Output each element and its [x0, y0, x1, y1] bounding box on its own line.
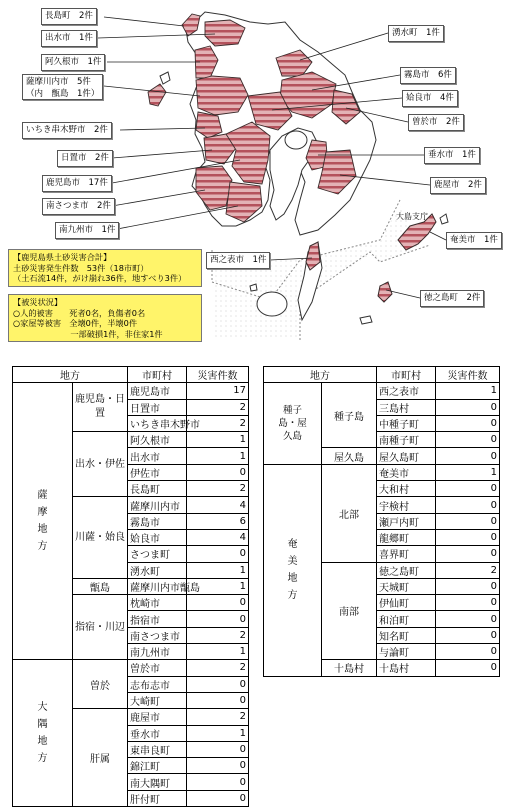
city-cell: 阿久根市: [128, 432, 187, 448]
count-cell: 0: [187, 676, 249, 692]
count-cell: 0: [436, 578, 500, 594]
count-cell: 1: [187, 578, 249, 594]
count-cell: 4: [187, 529, 249, 545]
table-header: [13, 367, 249, 383]
count-cell: 1: [187, 432, 249, 448]
chiho-osumi: 大隅地方: [13, 660, 73, 807]
city-cell: 鹿児島市: [128, 383, 187, 399]
header-chiho: 地方: [264, 367, 377, 383]
count-cell: 0: [436, 497, 500, 513]
callout-kirishima: 霧島市 6件: [400, 67, 456, 84]
damage-line: ○家屋等被害 全壊0件，半壊0件: [13, 318, 138, 329]
count-cell: 0: [187, 595, 249, 611]
count-cell: 0: [436, 432, 500, 448]
count-cell: 0: [187, 546, 249, 562]
count-cell: 0: [436, 660, 500, 676]
table-satsuma-osumi: [12, 366, 249, 807]
group-toshima: 十島村: [322, 660, 377, 676]
group-soo: 曽於: [73, 660, 128, 709]
count-cell: 0: [187, 611, 249, 627]
callout-kanoya: 鹿屋市 2件: [430, 177, 486, 194]
group-yakushima: 屋久島: [322, 448, 377, 464]
city-cell: 志布志市: [128, 676, 187, 692]
sakurajima: [285, 131, 307, 149]
group-nanbu: 南部: [322, 562, 377, 660]
count-cell: 0: [436, 415, 500, 431]
city-cell: 知名町: [377, 627, 436, 643]
city-cell: 垂水市: [128, 725, 187, 741]
island-kikai: [440, 214, 448, 224]
callout-tarumizu: 垂水市 1件: [424, 147, 480, 164]
city-cell: 伊佐市: [128, 464, 187, 480]
area-minamisatsuma: [196, 166, 232, 210]
count-cell: 0: [436, 627, 500, 643]
callout-akune: 阿久根市 1件: [41, 54, 105, 71]
city-cell: 枕崎市: [128, 595, 187, 611]
callout-kagoshima: 鹿児島市 17件: [42, 175, 112, 192]
city-cell: 南九州市: [128, 644, 187, 660]
city-cell: 日置市: [128, 399, 187, 415]
city-cell: 薩摩川内市甑島: [128, 578, 187, 594]
city-cell: 十島村: [377, 660, 436, 676]
callout-minamisatsuma: 南さつま市 2件: [42, 198, 115, 215]
count-cell: 0: [187, 758, 249, 774]
city-cell: 大崎町: [128, 692, 187, 708]
summary-line: 【鹿児島県土砂災害合計】: [13, 252, 112, 262]
city-cell: 龍郷町: [377, 529, 436, 545]
callout-soo: 曽於市 2件: [408, 114, 464, 131]
callout-satsumasendai: 薩摩川内市 5件 （内 甑島 1件）: [22, 74, 103, 100]
callout-yusui: 湧水町 1件: [388, 25, 444, 42]
group-tanegashima: 種子島: [322, 383, 377, 448]
table-islands: [263, 366, 500, 677]
city-cell: 大和村: [377, 481, 436, 497]
count-cell: 0: [187, 774, 249, 790]
count-cell: 2: [187, 481, 249, 497]
count-cell: 6: [187, 513, 249, 529]
city-cell: 屋久島町: [377, 448, 436, 464]
damage-box: [8, 294, 202, 342]
count-cell: 0: [187, 464, 249, 480]
count-cell: 2: [187, 709, 249, 725]
count-cell: 0: [436, 595, 500, 611]
count-cell: 0: [187, 790, 249, 806]
count-cell: 2: [187, 627, 249, 643]
callout-ichikikushikino: いちき串木野市 2件: [22, 122, 112, 139]
count-cell: 2: [187, 660, 249, 676]
city-cell: 錦江町: [128, 758, 187, 774]
city-cell: 西之表市: [377, 383, 436, 399]
group-sensatsu-aira: 川薩・始良: [73, 497, 128, 578]
city-cell: 曽於市: [128, 660, 187, 676]
city-cell: 南さつま市: [128, 627, 187, 643]
callout-amami: 奄美市 1件: [446, 232, 502, 249]
count-cell: 0: [436, 529, 500, 545]
city-cell: 伊仙町: [377, 595, 436, 611]
city-cell: 南種子町: [377, 432, 436, 448]
city-cell: さつま町: [128, 546, 187, 562]
summary-line: 土砂災害発生件数 53件（18市町）: [13, 262, 149, 273]
count-cell: 2: [187, 415, 249, 431]
area-koshikijima: [148, 84, 166, 106]
count-cell: 1: [187, 562, 249, 578]
island-label-oshima: 大島支庁: [396, 212, 428, 221]
callout-nagashima: 長島町 2件: [41, 8, 97, 25]
callout-aira: 姶良市 4件: [402, 90, 458, 107]
city-cell: 南大隅町: [128, 774, 187, 790]
city-cell: 霧島市: [128, 513, 187, 529]
count-cell: 2: [187, 399, 249, 415]
chiho-satsuma: 薩摩地方: [13, 383, 73, 660]
damage-line: 【被災状況】: [13, 297, 63, 307]
callout-izumi: 出水市 1件: [41, 30, 97, 47]
group-kimotsuki: 肝属: [73, 709, 128, 807]
header-chiho: 地方: [13, 367, 128, 383]
island-okinoerabu: [360, 316, 372, 324]
city-cell: 喜界町: [377, 546, 436, 562]
city-cell: 三島村: [377, 399, 436, 415]
map-area: [0, 0, 508, 355]
group-hokubu: 北部: [322, 464, 377, 562]
count-cell: 0: [436, 513, 500, 529]
city-cell: 東串良町: [128, 741, 187, 757]
count-cell: 1: [436, 383, 500, 399]
callout-hioki: 日置市 2件: [57, 150, 113, 167]
table-row: [13, 383, 249, 399]
group-koshikijima: 甑島: [73, 578, 128, 594]
count-cell: 0: [187, 692, 249, 708]
header-count: 災害件数: [187, 367, 249, 383]
city-cell: いちき串木野市: [128, 415, 187, 431]
city-cell: 与論町: [377, 644, 436, 660]
city-cell: 長島町: [128, 481, 187, 497]
table-row: [264, 383, 500, 399]
header-count: 災害件数: [436, 367, 500, 383]
callout-tokunoshima: 徳之島町 2件: [420, 290, 484, 307]
city-cell: 肝付町: [128, 790, 187, 806]
callout-minamikyushu: 南九州市 1件: [55, 222, 119, 239]
table-row: [264, 464, 500, 480]
table-row: [13, 660, 249, 676]
city-cell: 徳之島町: [377, 562, 436, 578]
damage-line: 一部破損1件，非住家1件: [13, 328, 163, 339]
city-cell: 中種子町: [377, 415, 436, 431]
count-cell: 1: [436, 464, 500, 480]
count-cell: 1: [187, 448, 249, 464]
count-cell: 1: [187, 725, 249, 741]
city-cell: 和泊町: [377, 611, 436, 627]
city-cell: 指宿市: [128, 611, 187, 627]
count-cell: 4: [187, 497, 249, 513]
count-cell: 2: [436, 562, 500, 578]
chiho-amami: 奄美地方: [264, 464, 322, 676]
count-cell: 0: [436, 399, 500, 415]
city-cell: 宇検村: [377, 497, 436, 513]
count-cell: 0: [436, 644, 500, 660]
count-cell: 0: [436, 611, 500, 627]
island-koshiki-north: [160, 72, 170, 84]
count-cell: 0: [436, 481, 500, 497]
city-cell: 薩摩川内市: [128, 497, 187, 513]
chiho-tanegashima-yakushima: 種子島・屋久島: [264, 383, 322, 464]
damage-line: ○人的被害 死者0名，負傷者0名: [13, 307, 146, 318]
count-cell: 17: [187, 383, 249, 399]
summary-box: [8, 249, 202, 287]
count-cell: 0: [187, 741, 249, 757]
city-cell: 天城町: [377, 578, 436, 594]
city-cell: 湧水町: [128, 562, 187, 578]
group-kagoshima-hioki: 鹿児島・日置: [73, 383, 128, 432]
table-header: [264, 367, 500, 383]
summary-line: （土石流14件，がけ崩れ36件，地すべり3件）: [13, 273, 187, 284]
header-city: 市町村: [377, 367, 436, 383]
city-cell: 瀬戸内町: [377, 513, 436, 529]
area-tokunoshima: [378, 282, 392, 302]
group-ibusuki-kawanabe: 指宿・川辺: [73, 595, 128, 660]
city-cell: 鹿屋市: [128, 709, 187, 725]
callout-nishinoomote: 西之表市 1件: [206, 252, 270, 269]
city-cell: 出水市: [128, 448, 187, 464]
island-yakushima: [257, 292, 287, 316]
header-city: 市町村: [128, 367, 187, 383]
count-cell: 0: [436, 448, 500, 464]
group-izumi-isa: 出水・伊佐: [73, 432, 128, 497]
city-cell: 姶良市: [128, 529, 187, 545]
city-cell: 奄美市: [377, 464, 436, 480]
count-cell: 1: [187, 644, 249, 660]
count-cell: 0: [436, 546, 500, 562]
